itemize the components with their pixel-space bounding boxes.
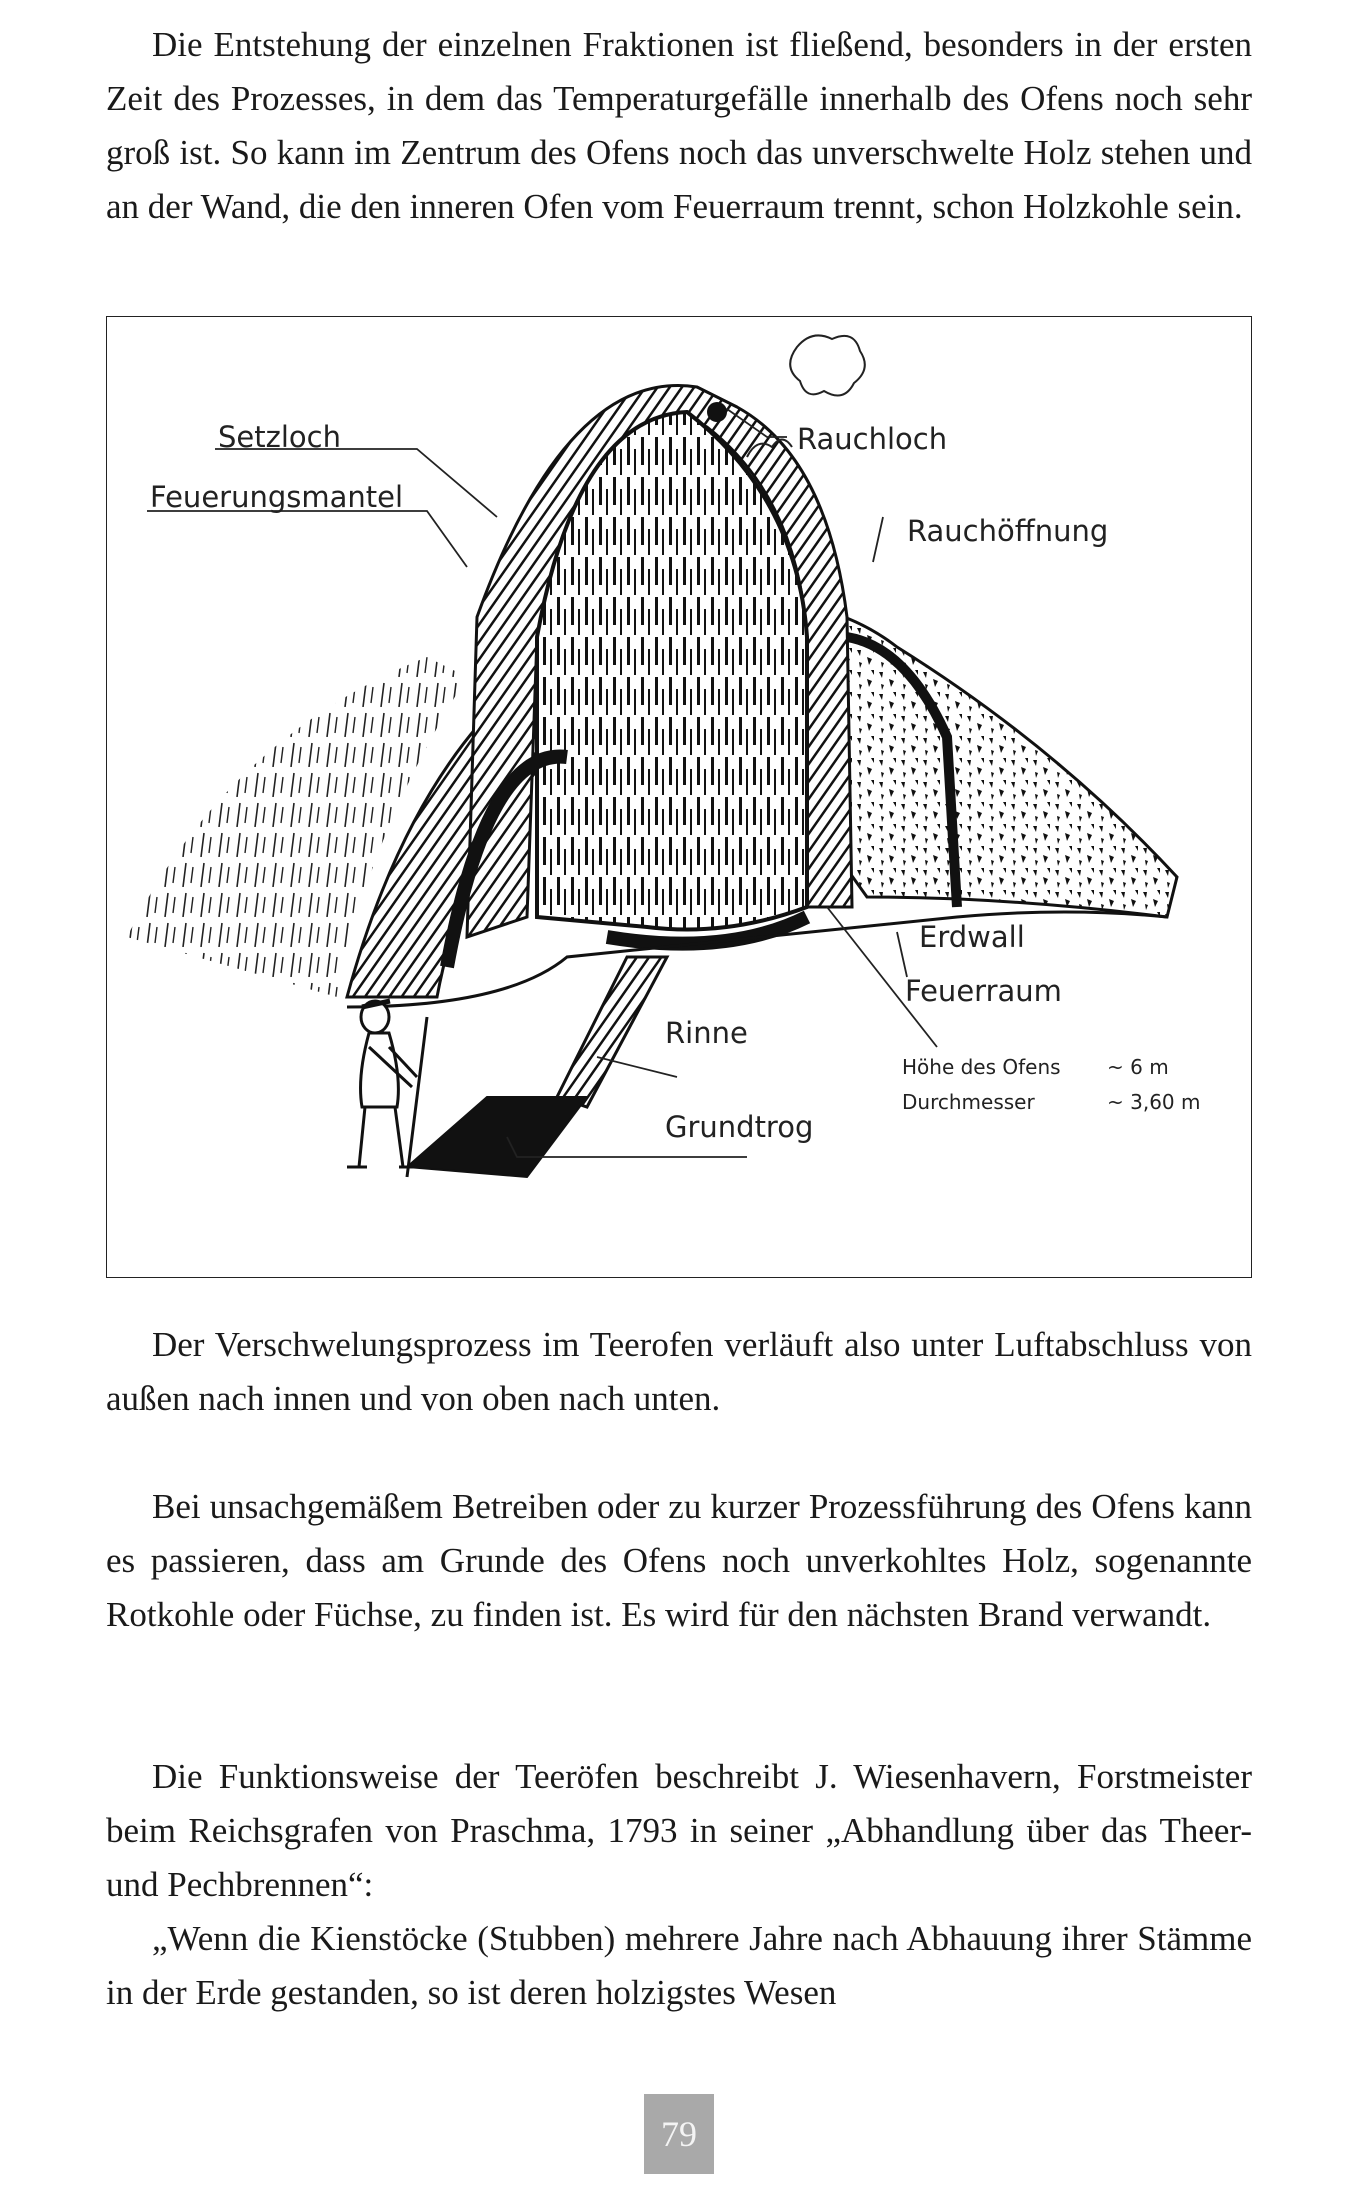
paragraph-1: Die Entstehung der einzelnen Fraktionen ist fließend, besonders in der ersten Zeit des Prozesses, in dem das Temperaturgefälle innerhalb des Ofens noch sehr groß ist. So kann im Zentrum des Ofens noch das unverschwelte Holz stehen und an der Wand, die den inneren Ofen vom Feuerraum trennt, schon Holzkohle sein. — [106, 25, 1252, 226]
kiln-drawing — [107, 317, 1250, 1276]
paragraph-4: Die Funktionsweise der Teeröfen beschreibt J. Wiesenhavern, Forstmeister beim Reichsgrafen von Praschma, 1793 in seiner „Abhandlung über das Theer- und Pechbrennen“: — [106, 1757, 1252, 1904]
label-rauchoeffnung: Rauchöffnung — [907, 514, 1109, 548]
page-number: 79 — [644, 2094, 714, 2174]
label-durchmesser: Durchmesser — [902, 1090, 1035, 1114]
label-grundtrog: Grundtrog — [665, 1110, 814, 1144]
kiln-illustration — [106, 316, 1252, 1278]
label-feuerraum: Feuerraum — [905, 974, 1062, 1008]
paragraph-5: „Wenn die Kienstöcke (Stubben) mehrere Jahre nach Abhauung ihrer Stämme in der Erde gestanden, so ist deren holzigstes Wesen — [106, 1919, 1252, 2012]
label-feuerungsmantel: Feuerungsmantel — [150, 480, 404, 514]
paragraph-2: Der Verschwelungsprozess im Teerofen verläuft also unter Luftabschluss von außen nach innen und von oben nach unten. — [106, 1325, 1252, 1418]
label-erdwall: Erdwall — [919, 920, 1025, 954]
label-rauchloch: Rauchloch — [797, 422, 948, 456]
value-hoehe: ~ 6 m — [1107, 1055, 1169, 1079]
paragraph-3: Bei unsachgemäßem Betreiben oder zu kurzer Prozessführung des Ofens kann es passieren, dass am Grunde des Ofens noch unverkohltes Holz, sogenannte Rotkohle oder Füchse, zu finden ist. Es wird für den nächsten Brand verwandt. — [106, 1487, 1252, 1634]
value-durchmesser: ~ 3,60 m — [1107, 1090, 1201, 1114]
label-rinne: Rinne — [665, 1016, 748, 1050]
label-setzloch: Setzloch — [218, 420, 341, 454]
label-hoehe: Höhe des Ofens — [902, 1055, 1061, 1079]
